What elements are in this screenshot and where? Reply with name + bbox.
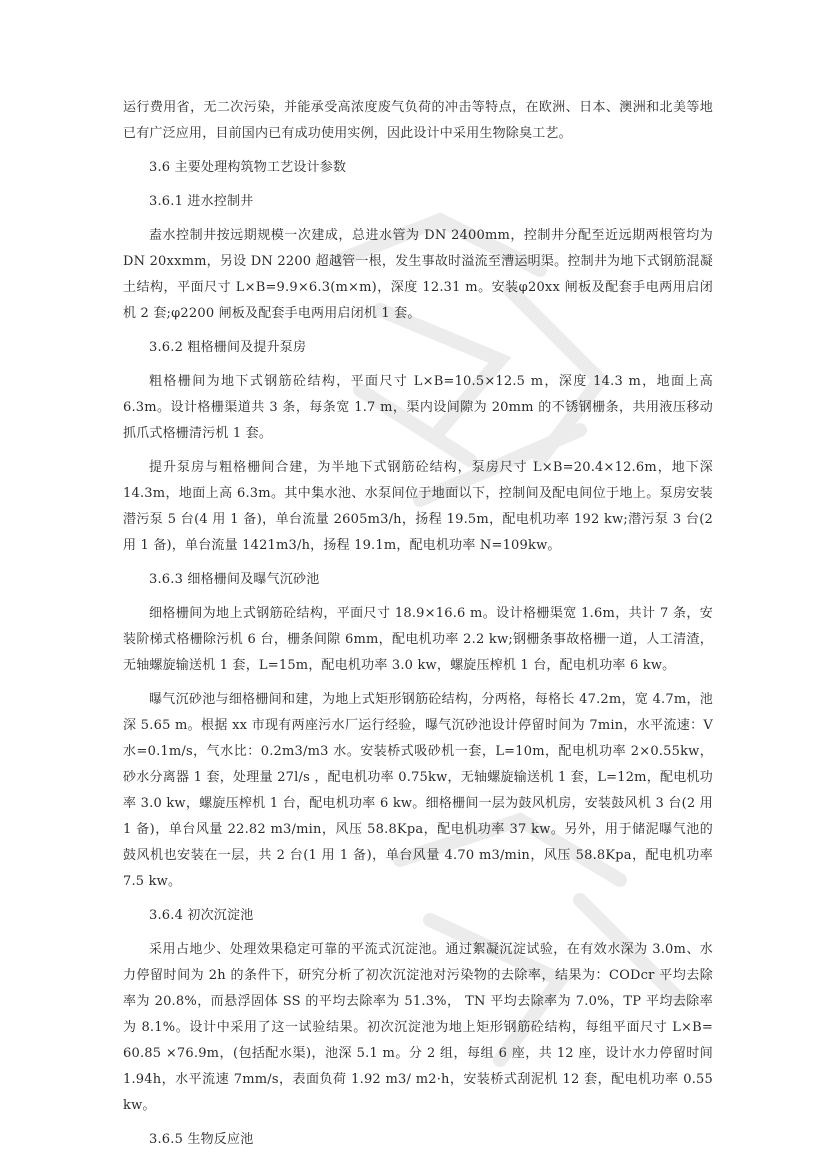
paragraph-primary-clarifier: 采用占地少、处理效果稳定可靠的平流式沉淀池。通过絮凝沉淀试验，在有效水深为 3.0m、水力停留时间为 2h 的条件下，研究分析了初次沉淀池对污染物的去除率，结果为：CODcr 平均去除率为 20.8%，而悬浮固体 SS 的平均去除率为 51.3%， TN 平均去除率为 7.0%，TP 平均去除率为 8.1%。设计中采用了这一试验结果。初次沉淀池为地上矩形钢筋砼结构，每组平面尺寸 L×B= 60.85 ×76.9m，(包括配水渠)，池深 5.1 m。分 2 组，每组 6 座，共 12 座，设计水力停留时间 1.94h，水平流速 7mm/s，表面负荷 1.92 m3/ m2·h，安装桥式刮泥机 12 套，配电机功率 0.55 kw。	[123, 942, 713, 1113]
paragraph-coarse-screen: 粗格栅间为地下式钢筋砼结构，平面尺寸 L×B=10.5×12.5 m，深度 14.3 m，地面上高 6.3m。设计格栅渠道共 3 条，每条宽 1.7 m，渠内设间隙为 20mm 的不锈钢栅条，共用液压移动抓爪式格栅清污机 1 套。	[123, 374, 713, 441]
section-heading-3-6: 3.6 主要处理构筑物工艺设计参数	[149, 160, 347, 175]
document-page	[123, 95, 713, 1161]
paragraph-inlet-control-well: 盍水控制井按远期规模一次建成，总进水管为 DN 2400mm，控制井分配至近远期两根管均为 DN 20xxmm，另设 DN 2200 超越管一根，发生事故时溢流至漕运明渠。控制井为地下式钢筋混凝土结构，平面尺寸 L×B=9.9×6.3(m×m)，深度 12.31 m。安装φ20xx 闸板及配套手电两用启闭机 2 套;φ2200 闸板及配套手电两用启闭机 1 套。	[123, 228, 713, 321]
section-heading-3-6-1: 3.6.1 进水控制井	[149, 194, 254, 209]
section-heading-3-6-2: 3.6.2 粗格栅间及提升泵房	[149, 340, 307, 355]
section-heading-3-6-4: 3.6.4 初次沉淀池	[149, 908, 254, 923]
section-heading-3-6-5: 3.6.5 生物反应池	[149, 1132, 254, 1147]
section-heading-3-6-3: 3.6.3 细格栅间及曝气沉砂池	[149, 572, 320, 587]
paragraph-fine-screen: 细格栅间为地上式钢筋砼结构，平面尺寸 18.9×16.6 m。设计格栅渠宽 1.6m，共计 7 条，安装阶梯式格栅除污机 6 台，栅条间隙 6mm，配电机功率 2.2 kw;钢栅条事故格栅一道，人工清渣，无轴螺旋输送机 1 套，L=15m，配电机功率 3.0 kw，螺旋压榨机 1 台，配电机功率 6 kw。	[123, 606, 713, 673]
paragraph-intro-continued: 运行费用省，无二次污染，并能承受高浓度废气负荷的冲击等特点，在欧洲、日本、澳洲和北美等地已有广泛应用，目前国内已有成功使用实例，因此设计中采用生物除臭工艺。	[123, 100, 713, 141]
paragraph-aerated-grit-chamber: 曝气沉砂池与细格栅间和建，为地上式矩形钢筋砼结构，分两格，每格长 47.2m，宽 4.7m，池深 5.65 m。根据 xx 市现有两座污水厂运行经验，曝气沉砂池设计停留时间为 7min，水平流速：V 水=0.1m/s，气水比：0.2m3/m3 水。安装桥式吸砂机一套，L=10m，配电机功率 2×0.55kw，砂水分离器 1 套，处理量 27l/s ，配电机功率 0.75kw，无轴螺旋输送机 1 套，L=12m，配电机功率 3.0 kw，螺旋压榨机 1 台，配电机功率 6 kw。细格栅间一层为鼓风机房，安装鼓风机 3 台(2 用 1 备)，单台风量 22.82 m3/min，风压 58.8Kpa，配电机功率 37 kw。另外，用于储泥曝气池的鼓风机也安装在一层，共 2 台(1 用 1 备)，单台风量 4.70 m3/min，风压 58.8Kpa，配电机功率 7.5 kw。	[123, 692, 713, 889]
paragraph-lift-pump-station: 提升泵房与粗格栅间合建，为半地下式钢筋砼结构，泵房尺寸 L×B=20.4×12.6m，地下深 14.3m，地面上高 6.3m。其中集水池、水泵间位于地面以下，控制间及配电间位于地上。泵房安装潜污泵 5 台(4 用 1 备)，单台流量 2605m3/h，扬程 19.5m，配电机功率 192 kw;潜污泵 3 台(2 用 1 备)，单台流量 1421m3/h，扬程 19.1m，配电机功率 N=109kw。	[123, 460, 713, 553]
